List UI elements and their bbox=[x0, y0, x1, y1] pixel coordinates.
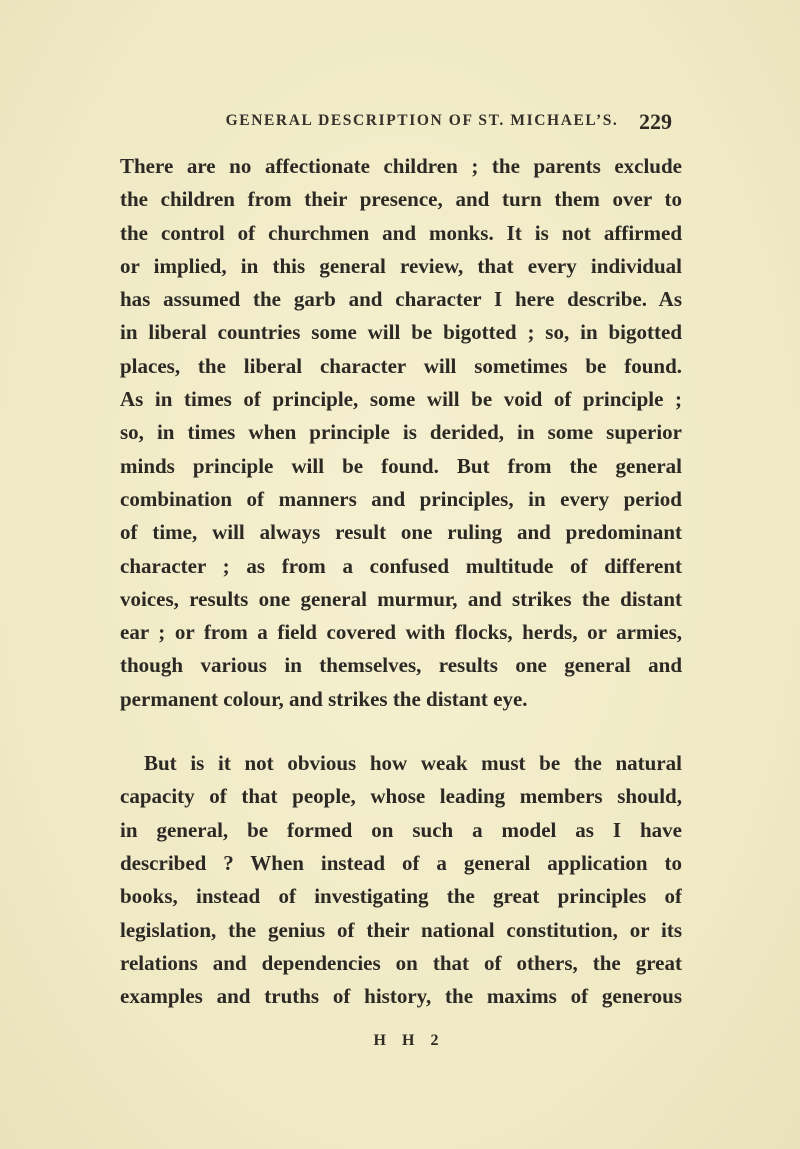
text-line: legislation, the genius of their national constitution, or its bbox=[120, 917, 682, 942]
text-line: voices, results one general murmur, and strikes the distant bbox=[120, 586, 682, 611]
text-line: in general, be formed on such a model as I have bbox=[120, 817, 682, 842]
text-line: or implied, in this general review, that every individual bbox=[120, 253, 682, 278]
text-line: There are no affectionate children ; the parents exclude bbox=[120, 154, 682, 178]
text-line: relations and dependencies on that of others, the great bbox=[120, 950, 682, 975]
text-line: described ? When instead of a general application to bbox=[120, 850, 682, 875]
text-line: in liberal countries some will be bigotted ; so, in bigotted bbox=[120, 320, 682, 345]
text-line: though various in themselves, results one general and bbox=[120, 653, 682, 678]
text-line: ear ; or from a field covered with flocks, herds, or armies, bbox=[120, 620, 682, 645]
body-text bbox=[120, 150, 682, 1013]
text-line: has assumed the garb and character I here describe. As bbox=[120, 287, 682, 312]
paragraph-gap bbox=[120, 716, 682, 747]
running-head bbox=[100, 109, 700, 142]
text-line: capacity of that people, whose leading members should, bbox=[120, 784, 682, 809]
text-line: combination of manners and principles, in every period bbox=[120, 486, 682, 511]
text-line: the children from their presence, and turn them over to bbox=[120, 187, 682, 212]
paragraph bbox=[120, 150, 682, 716]
text-line: examples and truths of history, the maxims of generous bbox=[120, 984, 682, 1009]
text-line: the control of churchmen and monks. It is not affirmed bbox=[120, 220, 682, 245]
running-title: GENERAL DESCRIPTION OF ST. MICHAEL’S. bbox=[225, 112, 619, 129]
page-number: 229 bbox=[639, 109, 672, 134]
text-line: so, in times when principle is derided, in some superior bbox=[120, 420, 682, 445]
signature-mark: H H 2 bbox=[373, 1032, 445, 1049]
text-line: minds principle will be found. But from the general bbox=[120, 453, 682, 478]
text-line: permanent colour, and strikes the distant eye. bbox=[120, 686, 528, 711]
paragraph bbox=[120, 747, 682, 1013]
text-line: As in times of principle, some will be void of principle ; bbox=[120, 387, 682, 412]
text-line: character ; as from a confused multitude of different bbox=[120, 553, 682, 578]
text-line: of time, will always result one ruling and predominant bbox=[120, 520, 682, 545]
text-line: places, the liberal character will sometimes be found. bbox=[120, 353, 682, 378]
text-line: But is it not obvious how weak must be the natural bbox=[144, 751, 682, 776]
text-line: books, instead of investigating the great principles of bbox=[120, 884, 682, 909]
